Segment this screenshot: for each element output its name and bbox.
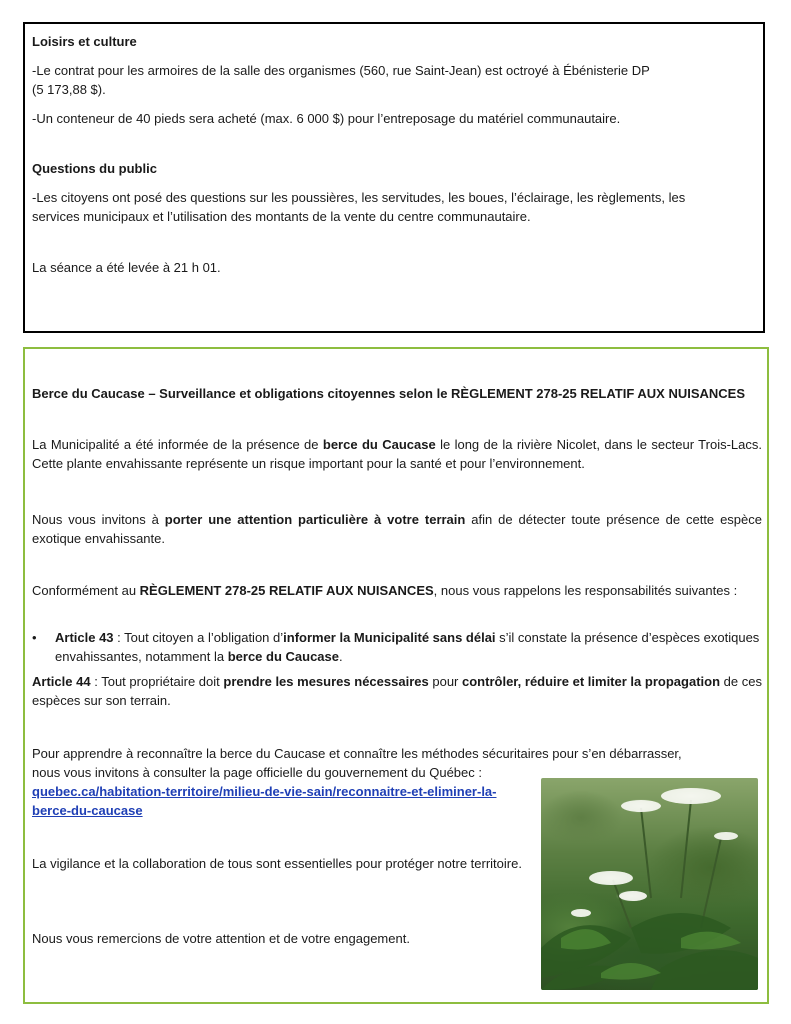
article-44-text: Article 44 : Tout propriétaire doit prendre les mesures nécessaires pour contrôler, réduire et limiter la propagation de ces espèces sur son terrain. xyxy=(32,674,762,708)
section-heading-leisure: Loisirs et culture xyxy=(32,34,137,49)
notice-invitation: Nous vous invitons à porter une attention particulière à votre terrain afin de détecter toute présence de cette espèce exotique envahissante. xyxy=(32,512,762,546)
section-heading-public-questions: Questions du public xyxy=(32,161,157,176)
thanks-text: Nous vous remercions de votre attention et de votre engagement. xyxy=(32,931,410,946)
notice-regulation-reminder: Conformément au RÈGLEMENT 278-25 RELATIF AUX NUISANCES, nous vous rappelons les responsabilités suivantes : xyxy=(32,583,738,598)
hogweed-plant-illustration xyxy=(541,778,758,990)
vigilance-text: La vigilance et la collaboration de tous sont essentielles pour protéger notre territoire. xyxy=(32,856,522,871)
notice-title: Berce du Caucase – Surveillance et obligations citoyennes selon le RÈGLEMENT 278-25 RELATIF AUX NUISANCES xyxy=(32,386,746,401)
article-43-text: Article 43 : Tout citoyen a l’obligation d’informer la Municipalité sans délai s’il constate la présence d’espèces exotiques envahissantes, notamment la berce du Caucase. xyxy=(55,630,760,664)
notice-intro: La Municipalité a été informée de la présence de berce du Caucase le long de la rivière Nicolet, dans le secteur Trois-Lacs. Cette plante envahissante représente un risque important pour la santé et pour l’environnement. xyxy=(32,437,762,471)
hogweed-notice-box xyxy=(23,347,769,1004)
cabinet-contract-text: -Le contrat pour les armoires de la salle des organismes (560, rue Saint-Jean) est octroyé à Ébénisterie DP (5 173,88 $). xyxy=(32,63,650,97)
quebec-gov-link[interactable]: quebec.ca/habitation-territoire/milieu-de-vie-sain/reconnaitre-et-eliminer-la- berce-du-caucase xyxy=(32,784,497,818)
container-purchase-text: -Un conteneur de 40 pieds sera acheté (max. 6 000 $) pour l’entreposage du matériel communautaire. xyxy=(32,111,621,126)
bullet-icon: • xyxy=(32,630,37,645)
public-questions-text: -Les citoyens ont posé des questions sur les poussières, les servitudes, les boues, l’éclairage, les règlements, les services municipaux et l’utilisation des montants de la vente du centre communautaire. xyxy=(32,190,686,224)
meeting-summary-box xyxy=(23,22,765,333)
giant-hogweed-photo xyxy=(541,778,758,990)
learn-more-text: Pour apprendre à reconnaître la berce du Caucase et connaître les méthodes sécuritaires pour s’en débarrasser, nous vous invitons à consulter la page officielle du gouvernement du Québec : xyxy=(32,746,682,780)
meeting-closing-text: La séance a été levée à 21 h 01. xyxy=(32,260,221,275)
